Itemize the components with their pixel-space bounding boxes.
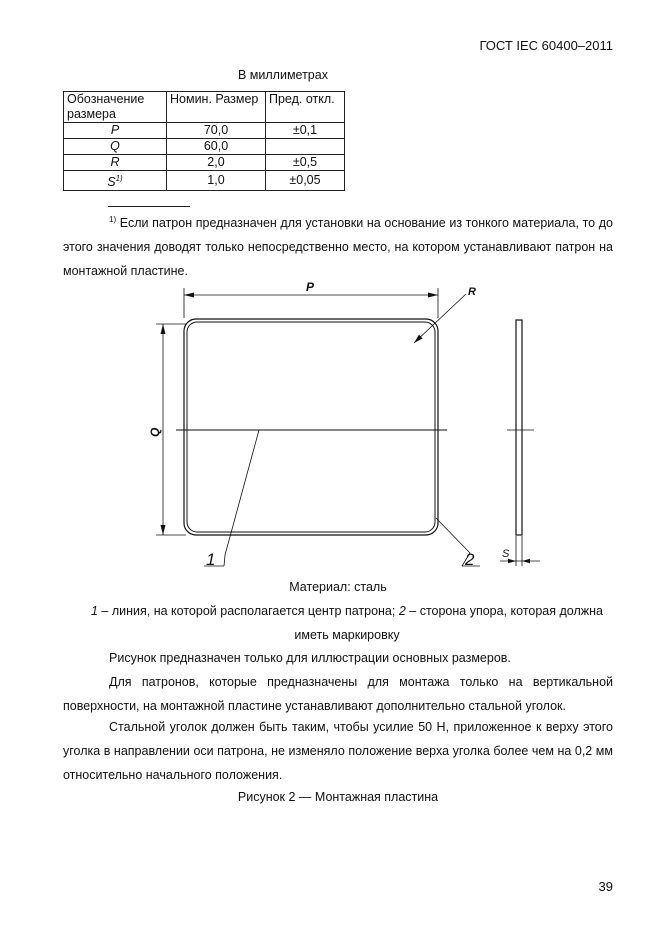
- callout-1-leader: [225, 430, 259, 555]
- document-code: ГОСТ IEC 60400–2011: [479, 38, 613, 53]
- callout-1-label: 1: [206, 550, 216, 569]
- figure-caption: Рисунок 2 — Монтажная пластина: [237, 790, 439, 804]
- table-cell-nominal: 2,0: [167, 155, 266, 171]
- q-arrow-top: [161, 324, 166, 334]
- plate-side-view: [516, 320, 522, 535]
- q-arrow-bottom: [161, 525, 166, 535]
- p-arrow-right: [428, 293, 438, 298]
- p-arrow-left: [184, 293, 194, 298]
- paragraph-2-text: Для патронов, которые предназначены для монтажа только на вертикальной поверхности, на монтажной пластине устанавливают дополнительно стальной уголок.: [63, 675, 613, 713]
- legend-text-1: – линия, на которой располагается центр патрона;: [97, 604, 399, 618]
- paragraph-1-text: Рисунок предназначен только для иллюстрации основных размеров.: [109, 651, 511, 665]
- footnote-mark: 1): [109, 215, 117, 224]
- table-cell-symbol: Q: [64, 139, 167, 155]
- table-cell-tolerance: ±0,05: [266, 171, 345, 191]
- table-cell-nominal: 1,0: [167, 171, 266, 191]
- material-note: Материал: сталь: [289, 580, 387, 594]
- callout-2-label: 2: [465, 550, 475, 569]
- legend-num-2: 2: [398, 604, 406, 618]
- page-number: 39: [598, 879, 613, 894]
- paragraph-3: [63, 715, 613, 787]
- label-r: R: [468, 286, 476, 298]
- units-caption: В миллиметрах: [238, 68, 328, 82]
- paragraph-1: [63, 646, 613, 670]
- legend-text-2: – сторона упора, которая должна иметь маркировку: [294, 604, 603, 642]
- table-cell-tolerance: ±0,1: [266, 123, 345, 139]
- legend-num-1: 1: [91, 604, 98, 618]
- label-q: Q: [148, 427, 162, 437]
- table-cell-nominal: 70,0: [167, 123, 266, 139]
- table-cell-tolerance: ±0,5: [266, 155, 345, 171]
- table-cell-symbol: R: [64, 155, 167, 171]
- table-cell-symbol: P: [64, 123, 167, 139]
- label-p: P: [306, 280, 315, 294]
- paragraph-2: [63, 670, 613, 718]
- paragraph-3-text: Стальной уголок должен быть таким, чтобы усилие 50 Н, приложенное к верху этого уголка в направлении оси патрона, не изменяло положение верха уголка более чем на 0,2 мм относительно начального положения.: [63, 720, 613, 782]
- footnote-text: Если патрон предназначен для установки на основание из тонкого материала, то до этого значения доводят только непосредственно место, на котором устанавливают патрон на монтажной пластине.: [63, 216, 613, 279]
- plate-outline-outer: [184, 319, 438, 535]
- table-header-nominal: Номин. Размер: [167, 92, 266, 123]
- table-header-symbol: Обозначение размера: [64, 92, 167, 123]
- table-cell-nominal: 60,0: [167, 139, 266, 155]
- callout-2-leader: [436, 518, 470, 553]
- plate-outline-inner: [187, 322, 435, 532]
- figure-legend: [80, 599, 614, 647]
- callout-1-tail: [224, 555, 225, 566]
- table-header-tolerance: Пред. откл.: [266, 92, 345, 123]
- s-arrow-right: [522, 559, 530, 563]
- footnote-ref: 1): [115, 174, 123, 183]
- label-s: S: [502, 548, 510, 560]
- symbol-text: S: [107, 175, 116, 190]
